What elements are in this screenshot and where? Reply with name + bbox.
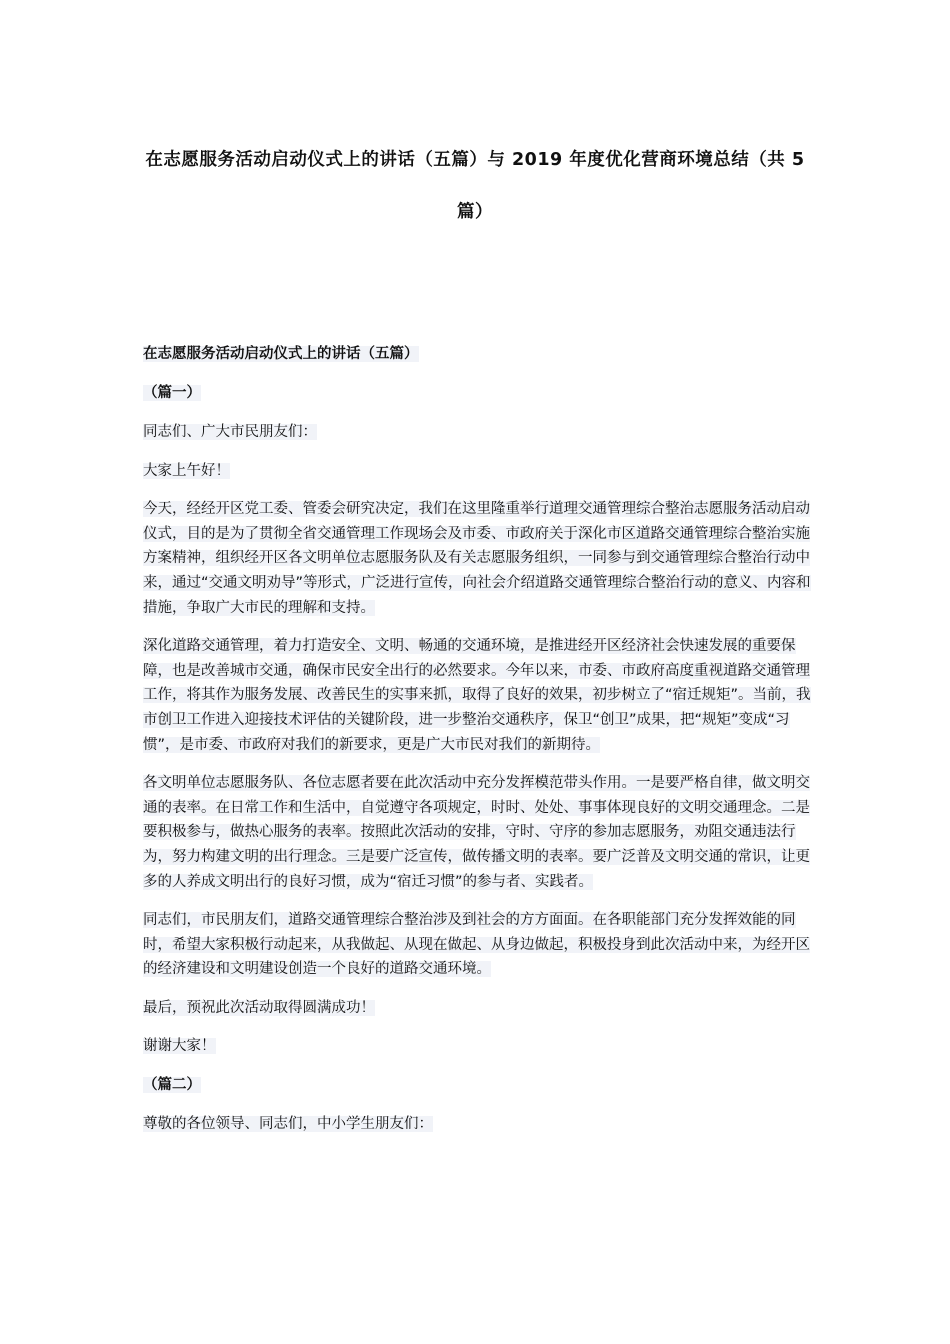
paragraph: 同志们，市民朋友们，道路交通管理综合整治涉及到社会的方方面面。在各职能部门充分发挥效能的同时，希望大家积极行动起来，从我做起、从现在做起、从身边做起，积极投身到此次活动中来，为经开区的经济建设和文明建设创造一个良好的道路交通环境。 bbox=[143, 912, 810, 978]
paragraph: 深化道路交通管理，着力打造安全、文明、畅通的交通环境，是推进经开区经济社会快速发展的重要保障，也是改善城市交通，确保市民安全出行的必然要求。今年以来，市委、市政府高度重视道路交通管理工作，将其作为服务发展、改善民生的实事来抓，取得了良好的效果，初步树立了“宿迁规矩”。当前，我市创卫工作进入迎接技术评估的关键阶段，进一步整治交通秩序，保卫“创卫”成果，把“规矩”变成“习惯”，是市委、市政府对我们的新要求，更是广大市民对我们的新期待。 bbox=[143, 638, 811, 753]
paragraph: 尊敬的各位领导、同志们，中小学生朋友们： bbox=[143, 1116, 433, 1133]
part-label-1: （篇一） bbox=[143, 385, 201, 401]
paragraph: 同志们、广大市民朋友们： bbox=[143, 424, 317, 440]
paragraph: 最后，预祝此次活动取得圆满成功！ bbox=[143, 999, 375, 1016]
paragraph: 大家上午好！ bbox=[143, 462, 230, 479]
part-label-2: （篇二） bbox=[143, 1077, 201, 1094]
section-title: 在志愿服务活动启动仪式上的讲话（五篇） bbox=[143, 346, 419, 362]
paragraph: 各文明单位志愿服务队、各位志愿者要在此次活动中充分发挥模范带头作用。一是要严格自律，做文明交通的表率。在日常工作和生活中，自觉遵守各项规定，时时、处处、事事体现良好的文明交通理念。二是要积极参与，做热心服务的表率。按照此次活动的安排，守时、守序的参加志愿服务，劝阻交通违法行为，努力构建文明的出行理念。三是要广泛宣传，做传播文明的表率。要广泛普及文明交通的常识，让更多的人养成文明出行的良好习惯，成为“宿迁习惯”的参与者、实践者。 bbox=[143, 775, 810, 890]
document-title: 在志愿服务活动启动仪式上的讲话（五篇）与 2019 年度优化营商环境总结（共 5 篇） bbox=[145, 150, 805, 222]
paragraph: 谢谢大家！ bbox=[143, 1038, 216, 1055]
document-body bbox=[143, 342, 811, 1151]
paragraph: 今天，经经开区党工委、管委会研究决定，我们在这里隆重举行道理交通管理综合整治志愿服务活动启动仪式，目的是为了贯彻全省交通管理工作现场会及市委、市政府关于深化市区道路交通管理综合整治实施方案精神，组织经开区各文明单位志愿服务队及有关志愿服务组织，一同参与到交通管理综合整治行动中来，通过“交通文明劝导”等形式，广泛进行宣传，向社会介绍道路交通管理综合整治行动的意义、内容和措施，争取广大市民的理解和支持。 bbox=[143, 501, 811, 616]
